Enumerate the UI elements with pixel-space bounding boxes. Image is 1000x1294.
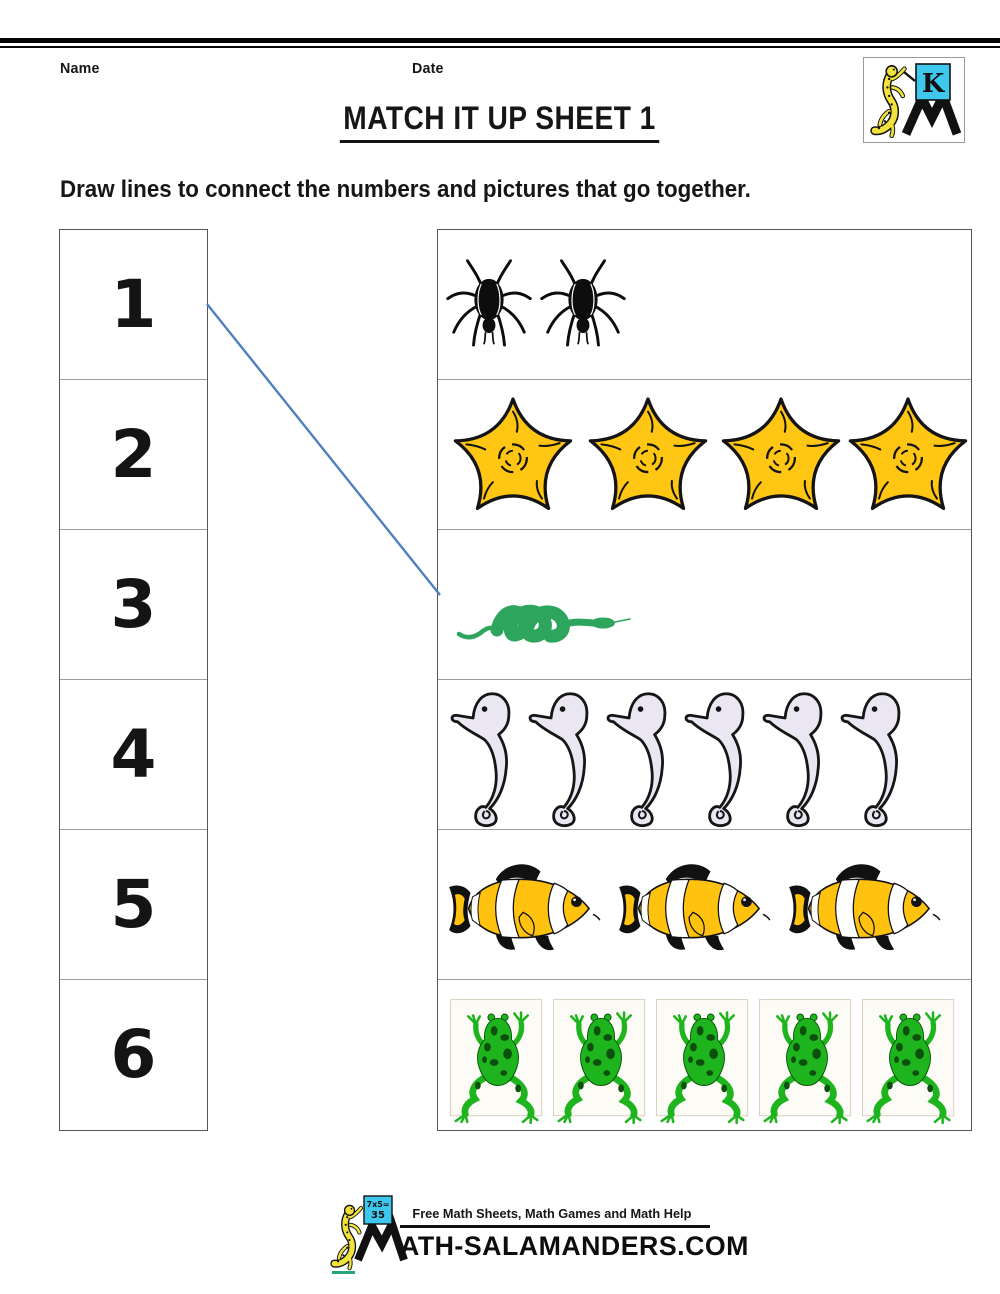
pictures-column	[437, 229, 972, 1131]
snake-icon	[459, 611, 630, 637]
starfish-row-graphic	[438, 380, 971, 529]
starfish-icon	[723, 399, 838, 508]
number-cell-2	[60, 380, 207, 530]
footer-board-line2: 35	[371, 1210, 385, 1221]
frog-icon	[862, 1000, 953, 1123]
number-cell-3	[60, 530, 207, 680]
picture-cell-snake	[438, 530, 971, 680]
number-cell-6	[60, 980, 207, 1130]
picture-cell-spiders	[438, 230, 971, 380]
pencil-icon	[904, 72, 915, 81]
picture-cell-seahorses	[438, 680, 971, 830]
spider-row-graphic	[438, 230, 971, 379]
numbers-column	[59, 229, 208, 1131]
footer-board-line1: 7x5=	[366, 1200, 390, 1209]
number-text: 6	[110, 1016, 157, 1093]
logo-board-letter: K	[921, 69, 945, 99]
spider-icon	[448, 261, 531, 345]
starfish-icon	[590, 399, 705, 508]
number-text: 4	[110, 715, 157, 793]
clownfish-icon	[449, 864, 600, 950]
title-row	[0, 100, 1000, 143]
number-text: 1	[110, 265, 157, 343]
seahorse-icon	[686, 694, 743, 826]
clownfish-icon	[619, 864, 770, 950]
frog-row-graphic	[438, 980, 971, 1129]
number-cell-1	[60, 230, 207, 380]
clownfish-row-graphic	[438, 830, 971, 979]
frog-icon	[553, 1000, 644, 1123]
picture-cell-frogs	[438, 980, 971, 1130]
seahorse-row-graphic	[438, 680, 971, 829]
footer-text-block	[400, 1206, 749, 1262]
seahorse-icon	[608, 694, 665, 826]
page-title: MATCH IT UP SHEET 1	[340, 100, 659, 143]
seahorse-icon	[452, 694, 509, 826]
spider-icon	[542, 261, 625, 345]
clownfish-icon	[789, 864, 940, 950]
seahorse-icon	[842, 694, 899, 826]
footer-site-text: ATH-SALAMANDERS.COM	[400, 1231, 749, 1261]
seahorse-icon	[764, 694, 821, 826]
seahorse-icon	[530, 694, 587, 826]
starfish-icon	[455, 399, 570, 508]
number-text: 5	[110, 865, 157, 943]
page-top-border-thin	[0, 46, 1000, 48]
starfish-icon	[850, 399, 965, 508]
frog-icon	[656, 1000, 747, 1123]
number-cell-4	[60, 680, 207, 830]
instruction-text: Draw lines to connect the numbers and pictures that go together.	[60, 176, 751, 203]
number-cell-5	[60, 830, 207, 980]
frog-icon	[759, 1000, 850, 1123]
page-top-border-thick	[0, 38, 1000, 43]
stool-icon	[332, 1271, 355, 1274]
number-text: 2	[110, 415, 157, 493]
footer-logo-m-icon	[358, 1224, 404, 1260]
name-label: Name	[60, 60, 100, 77]
number-text: 3	[110, 565, 157, 643]
example-connection-line	[207, 304, 440, 595]
footer-tagline: Free Math Sheets, Math Games and Math Help	[412, 1206, 692, 1221]
snake-row-graphic	[438, 530, 971, 679]
footer-divider	[400, 1225, 710, 1228]
date-label: Date	[412, 60, 444, 77]
frog-icon	[450, 1000, 541, 1123]
picture-cell-starfish	[438, 380, 971, 530]
picture-cell-clownfish	[438, 830, 971, 980]
